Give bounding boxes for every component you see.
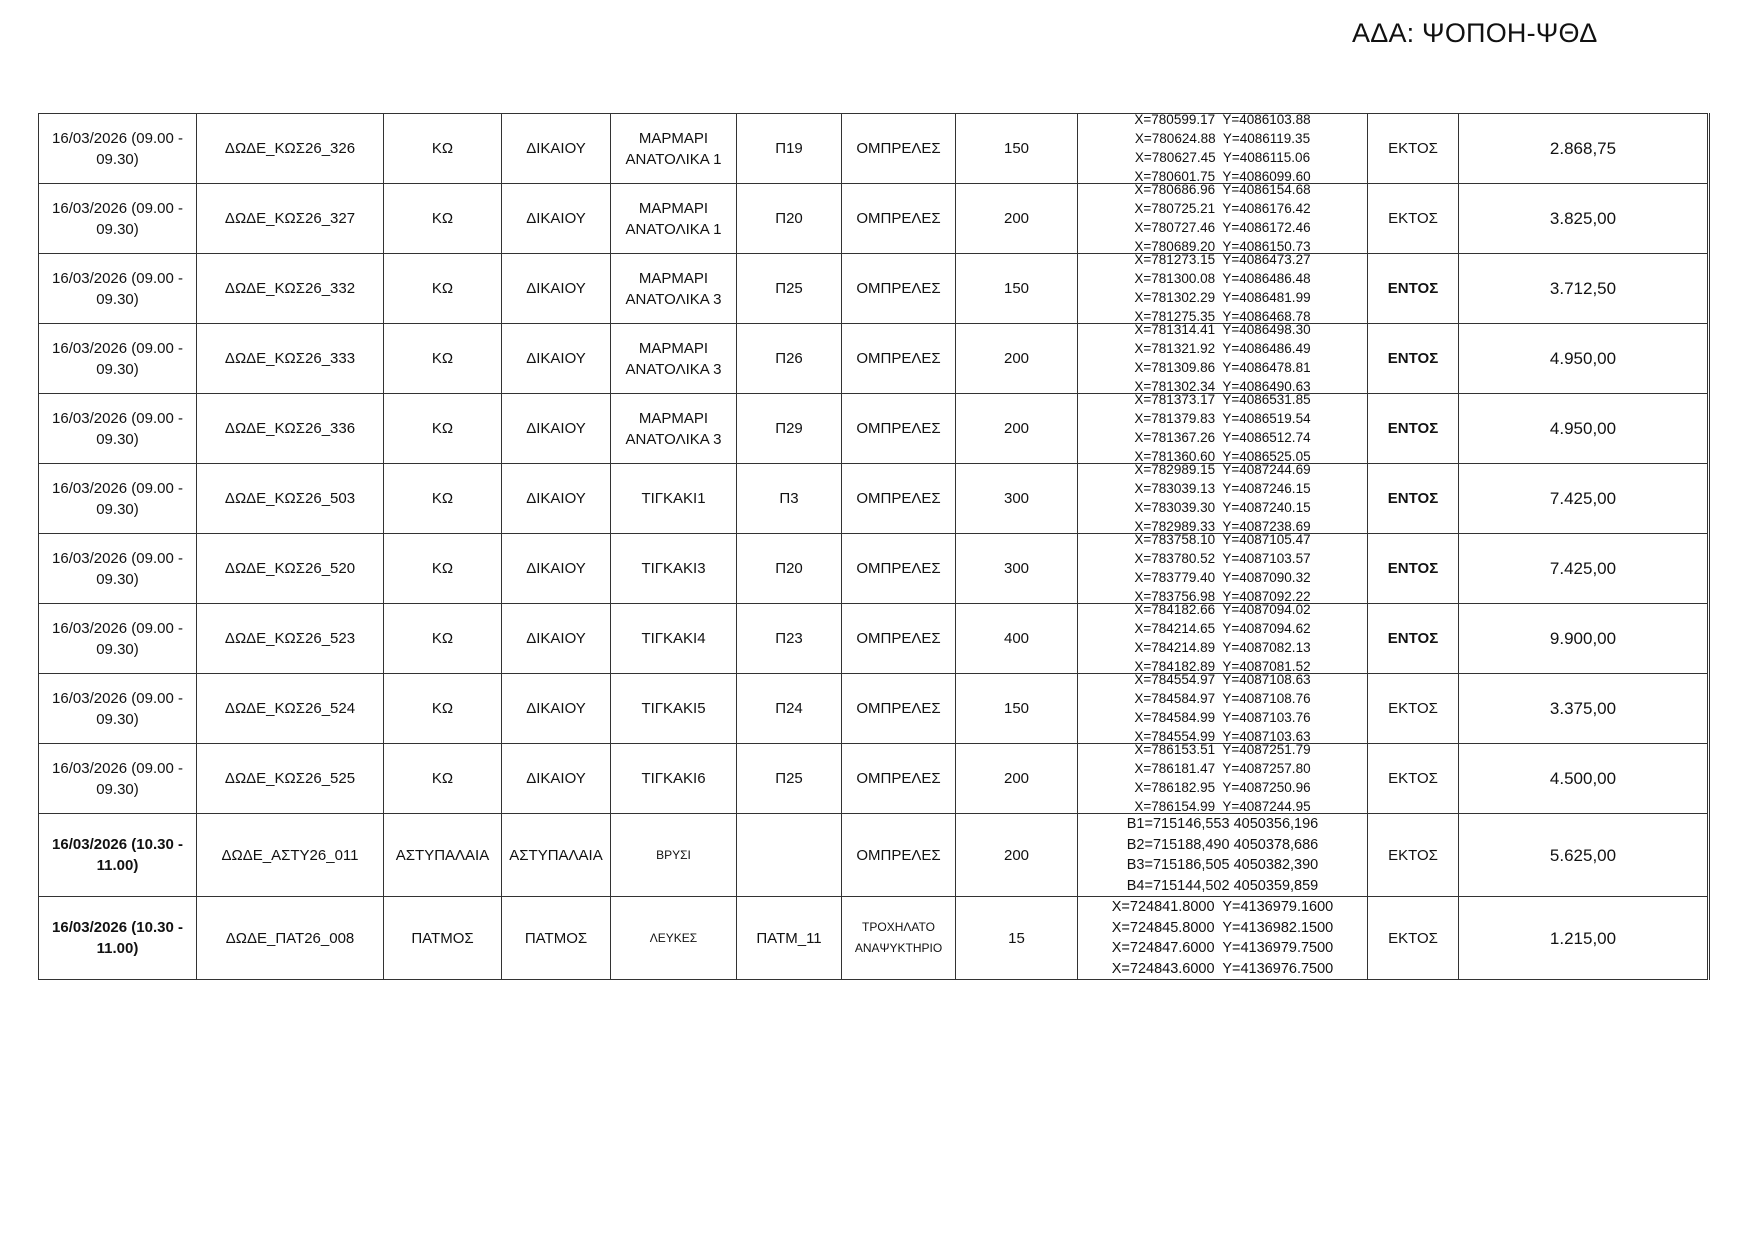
island-cell: ΚΩ bbox=[384, 674, 502, 744]
coordinates-list bbox=[1082, 534, 1363, 603]
table-row bbox=[39, 114, 1709, 184]
island-cell: ΚΩ bbox=[384, 114, 502, 184]
area-cell: 400 bbox=[956, 604, 1078, 674]
coordinate-line: X=784214.89 Y=4087082.13 bbox=[1134, 640, 1311, 655]
coordinates-cell bbox=[1078, 324, 1368, 394]
zone-cell: ΕΚΤΟΣ bbox=[1368, 744, 1459, 814]
coordinate-line: X=780725.21 Y=4086176.42 bbox=[1134, 201, 1311, 216]
coordinate-line: X=784584.99 Y=4087103.76 bbox=[1134, 710, 1311, 725]
area-cell: 300 bbox=[956, 464, 1078, 534]
coordinate-line: X=781302.34 Y=4086490.63 bbox=[1134, 379, 1311, 393]
date-cell: 16/03/2026 (09.00 - 09.30) bbox=[39, 674, 197, 744]
use-cell: ΤΡΟΧΗΛΑΤΟ ΑΝΑΨΥΚΤΗΡΙΟ bbox=[842, 897, 956, 980]
use-cell: ΟΜΠΡΕΛΕΣ bbox=[842, 184, 956, 254]
coordinate-line: X=724843.6000 Y=4136976.7500 bbox=[1111, 960, 1334, 977]
use-cell: ΟΜΠΡΕΛΕΣ bbox=[842, 534, 956, 604]
area-cell: 300 bbox=[956, 534, 1078, 604]
table-row bbox=[39, 744, 1709, 814]
coordinate-line: X=780689.20 Y=4086150.73 bbox=[1134, 239, 1311, 253]
date-cell: 16/03/2026 (09.00 - 09.30) bbox=[39, 114, 197, 184]
location-cell: ΜΑΡΜΑΡΙ ΑΝΑΤΟΛΙΚΑ 1 bbox=[611, 114, 737, 184]
island-cell: ΑΣΤΥΠΑΛΑΙΑ bbox=[384, 814, 502, 897]
use-cell: ΟΜΠΡΕΛΕΣ bbox=[842, 114, 956, 184]
coordinates-cell bbox=[1078, 897, 1368, 980]
coordinate-line: X=781379.83 Y=4086519.54 bbox=[1134, 411, 1311, 426]
coordinate-line: X=724845.8000 Y=4136982.1500 bbox=[1111, 919, 1334, 936]
coordinate-line: X=786154.99 Y=4087244.95 bbox=[1134, 799, 1311, 813]
municipality-cell: ΔΙΚΑΙΟΥ bbox=[502, 114, 611, 184]
coordinate-line: X=780599.17 Y=4086103.88 bbox=[1134, 113, 1311, 127]
location-cell: ΤΙΓΚΑΚΙ5 bbox=[611, 674, 737, 744]
municipality-cell: ΔΙΚΑΙΟΥ bbox=[502, 464, 611, 534]
island-cell: ΚΩ bbox=[384, 744, 502, 814]
table-row bbox=[39, 897, 1709, 980]
coordinate-line: X=783779.40 Y=4087090.32 bbox=[1134, 570, 1311, 585]
use-cell: ΟΜΠΡΕΛΕΣ bbox=[842, 394, 956, 464]
coordinate-line: X=783039.30 Y=4087240.15 bbox=[1134, 500, 1311, 515]
municipality-cell: ΑΣΤΥΠΑΛΑΙΑ bbox=[502, 814, 611, 897]
area-cell: 200 bbox=[956, 184, 1078, 254]
date-cell: 16/03/2026 (09.00 - 09.30) bbox=[39, 184, 197, 254]
coordinates-list bbox=[1082, 464, 1363, 533]
zone-cell: ΕΚΤΟΣ bbox=[1368, 897, 1459, 980]
coordinate-line: X=781302.29 Y=4086481.99 bbox=[1134, 290, 1311, 305]
coordinates-cell bbox=[1078, 464, 1368, 534]
coordinates-cell bbox=[1078, 744, 1368, 814]
area-cell: 200 bbox=[956, 324, 1078, 394]
coordinate-line: X=786181.47 Y=4087257.80 bbox=[1134, 761, 1311, 776]
table-row bbox=[39, 604, 1709, 674]
coordinates-cell bbox=[1078, 814, 1368, 897]
plot-cell: Π25 bbox=[737, 744, 842, 814]
coordinates-list bbox=[1082, 897, 1363, 979]
amount-cell: 7.425,00 bbox=[1459, 464, 1709, 534]
municipality-cell: ΠΑΤΜΟΣ bbox=[502, 897, 611, 980]
date-cell: 16/03/2026 (09.00 - 09.30) bbox=[39, 534, 197, 604]
code-cell: ΔΩΔΕ_ΚΩΣ26_332 bbox=[197, 254, 384, 324]
coordinate-line: X=780627.45 Y=4086115.06 bbox=[1134, 150, 1311, 165]
plot-cell: Π26 bbox=[737, 324, 842, 394]
coordinates-cell bbox=[1078, 394, 1368, 464]
code-cell: ΔΩΔΕ_ΚΩΣ26_326 bbox=[197, 114, 384, 184]
amount-cell: 4.500,00 bbox=[1459, 744, 1709, 814]
code-cell: ΔΩΔΕ_ΚΩΣ26_327 bbox=[197, 184, 384, 254]
island-cell: ΚΩ bbox=[384, 254, 502, 324]
coordinate-line: X=781273.15 Y=4086473.27 bbox=[1134, 253, 1311, 267]
zone-cell: ΕΚΤΟΣ bbox=[1368, 184, 1459, 254]
use-cell: ΟΜΠΡΕΛΕΣ bbox=[842, 814, 956, 897]
island-cell: ΚΩ bbox=[384, 394, 502, 464]
area-cell: 15 bbox=[956, 897, 1078, 980]
coordinate-line: X=781373.17 Y=4086531.85 bbox=[1134, 393, 1311, 407]
amount-cell: 2.868,75 bbox=[1459, 114, 1709, 184]
island-cell: ΚΩ bbox=[384, 534, 502, 604]
coordinate-line: X=781367.26 Y=4086512.74 bbox=[1134, 430, 1311, 445]
coordinates-cell bbox=[1078, 674, 1368, 744]
code-cell: ΔΩΔΕ_ΠΑΤ26_008 bbox=[197, 897, 384, 980]
coordinate-line: X=783780.52 Y=4087103.57 bbox=[1134, 551, 1311, 566]
municipality-cell: ΔΙΚΑΙΟΥ bbox=[502, 324, 611, 394]
date-cell: 16/03/2026 (10.30 - 11.00) bbox=[39, 897, 197, 980]
coordinates-list bbox=[1082, 744, 1363, 813]
date-cell: 16/03/2026 (09.00 - 09.30) bbox=[39, 744, 197, 814]
code-cell: ΔΩΔΕ_ΚΩΣ26_524 bbox=[197, 674, 384, 744]
coordinates-list bbox=[1082, 324, 1363, 393]
code-cell: ΔΩΔΕ_ΚΩΣ26_525 bbox=[197, 744, 384, 814]
table-row bbox=[39, 394, 1709, 464]
date-cell: 16/03/2026 (09.00 - 09.30) bbox=[39, 254, 197, 324]
date-cell: 16/03/2026 (09.00 - 09.30) bbox=[39, 464, 197, 534]
coordinate-line: X=724841.8000 Y=4136979.1600 bbox=[1111, 899, 1334, 915]
area-cell: 200 bbox=[956, 744, 1078, 814]
island-cell: ΠΑΤΜΟΣ bbox=[384, 897, 502, 980]
date-cell: 16/03/2026 (09.00 - 09.30) bbox=[39, 394, 197, 464]
table-row bbox=[39, 534, 1709, 604]
amount-cell: 4.950,00 bbox=[1459, 324, 1709, 394]
coordinate-line: X=784554.97 Y=4087108.63 bbox=[1134, 673, 1311, 687]
coordinates-cell bbox=[1078, 254, 1368, 324]
amount-cell: 3.825,00 bbox=[1459, 184, 1709, 254]
use-cell: ΟΜΠΡΕΛΕΣ bbox=[842, 674, 956, 744]
coordinates-list bbox=[1082, 814, 1363, 896]
coordinate-line: X=786182.95 Y=4087250.96 bbox=[1134, 780, 1311, 795]
use-cell: ΟΜΠΡΕΛΕΣ bbox=[842, 604, 956, 674]
coordinate-line: X=780601.75 Y=4086099.60 bbox=[1134, 169, 1311, 183]
amount-cell: 5.625,00 bbox=[1459, 814, 1709, 897]
island-cell: ΚΩ bbox=[384, 184, 502, 254]
code-cell: ΔΩΔΕ_ΚΩΣ26_336 bbox=[197, 394, 384, 464]
amount-cell: 1.215,00 bbox=[1459, 897, 1709, 980]
code-cell: ΔΩΔΕ_ΚΩΣ26_523 bbox=[197, 604, 384, 674]
use-cell: ΟΜΠΡΕΛΕΣ bbox=[842, 464, 956, 534]
zone-cell: ΕΚΤΟΣ bbox=[1368, 814, 1459, 897]
location-cell: ΜΑΡΜΑΡΙ ΑΝΑΤΟΛΙΚΑ 3 bbox=[611, 394, 737, 464]
coordinate-line: X=781314.41 Y=4086498.30 bbox=[1134, 323, 1311, 337]
table-row bbox=[39, 814, 1709, 897]
table-row bbox=[39, 464, 1709, 534]
coordinate-line: X=786153.51 Y=4087251.79 bbox=[1134, 743, 1311, 757]
table-row bbox=[39, 674, 1709, 744]
zone-cell: ΕΝΤΟΣ bbox=[1368, 254, 1459, 324]
coordinate-line: X=783758.10 Y=4087105.47 bbox=[1134, 533, 1311, 547]
zone-cell: ΕΚΤΟΣ bbox=[1368, 674, 1459, 744]
island-cell: ΚΩ bbox=[384, 464, 502, 534]
plot-cell: Π25 bbox=[737, 254, 842, 324]
code-cell: ΔΩΔΕ_ΚΩΣ26_520 bbox=[197, 534, 384, 604]
coordinate-line: B3=715186,505 4050382,390 bbox=[1126, 857, 1319, 873]
amount-cell: 3.375,00 bbox=[1459, 674, 1709, 744]
amount-cell: 4.950,00 bbox=[1459, 394, 1709, 464]
coordinates-list bbox=[1082, 114, 1363, 183]
code-cell: ΔΩΔΕ_ΚΩΣ26_333 bbox=[197, 324, 384, 394]
coordinates-cell bbox=[1078, 114, 1368, 184]
location-cell: ΤΙΓΚΑΚΙ6 bbox=[611, 744, 737, 814]
coordinate-line: X=780624.88 Y=4086119.35 bbox=[1134, 131, 1311, 146]
zone-cell: ΕΝΤΟΣ bbox=[1368, 604, 1459, 674]
plot-cell bbox=[737, 814, 842, 897]
area-cell: 150 bbox=[956, 254, 1078, 324]
coordinate-line: X=780686.96 Y=4086154.68 bbox=[1134, 183, 1311, 197]
municipality-cell: ΔΙΚΑΙΟΥ bbox=[502, 254, 611, 324]
municipality-cell: ΔΙΚΑΙΟΥ bbox=[502, 534, 611, 604]
coordinate-line: X=781275.35 Y=4086468.78 bbox=[1134, 309, 1311, 323]
coordinates-cell bbox=[1078, 534, 1368, 604]
coordinates-list bbox=[1082, 394, 1363, 463]
coordinates-list bbox=[1082, 184, 1363, 253]
location-cell: ΜΑΡΜΑΡΙ ΑΝΑΤΟΛΙΚΑ 3 bbox=[611, 324, 737, 394]
date-cell: 16/03/2026 (09.00 - 09.30) bbox=[39, 324, 197, 394]
area-cell: 150 bbox=[956, 674, 1078, 744]
plot-cell: Π23 bbox=[737, 604, 842, 674]
coordinate-line: B4=715144,502 4050359,859 bbox=[1126, 877, 1319, 894]
municipality-cell: ΔΙΚΑΙΟΥ bbox=[502, 604, 611, 674]
coordinate-line: X=784182.66 Y=4087094.02 bbox=[1134, 603, 1311, 617]
municipality-cell: ΔΙΚΑΙΟΥ bbox=[502, 744, 611, 814]
code-cell: ΔΩΔΕ_ΑΣΤΥ26_011 bbox=[197, 814, 384, 897]
coordinate-line: X=781360.60 Y=4086525.05 bbox=[1134, 449, 1311, 463]
coordinate-line: B2=715188,490 4050378,686 bbox=[1126, 836, 1319, 853]
date-cell: 16/03/2026 (09.00 - 09.30) bbox=[39, 604, 197, 674]
municipality-cell: ΔΙΚΑΙΟΥ bbox=[502, 674, 611, 744]
coordinates-list bbox=[1082, 604, 1363, 673]
zone-cell: ΕΝΤΟΣ bbox=[1368, 464, 1459, 534]
table-row bbox=[39, 184, 1709, 254]
coordinate-line: X=784182.89 Y=4087081.52 bbox=[1134, 659, 1311, 673]
amount-cell: 7.425,00 bbox=[1459, 534, 1709, 604]
plot-cell: ΠΑΤΜ_11 bbox=[737, 897, 842, 980]
use-cell: ΟΜΠΡΕΛΕΣ bbox=[842, 744, 956, 814]
coordinate-line: X=724847.6000 Y=4136979.7500 bbox=[1111, 940, 1334, 956]
plot-cell: Π24 bbox=[737, 674, 842, 744]
island-cell: ΚΩ bbox=[384, 324, 502, 394]
amount-cell: 3.712,50 bbox=[1459, 254, 1709, 324]
table-row bbox=[39, 254, 1709, 324]
amount-cell: 9.900,00 bbox=[1459, 604, 1709, 674]
location-cell: ΤΙΓΚΑΚΙ3 bbox=[611, 534, 737, 604]
plot-cell: Π3 bbox=[737, 464, 842, 534]
use-cell: ΟΜΠΡΕΛΕΣ bbox=[842, 254, 956, 324]
area-cell: 150 bbox=[956, 114, 1078, 184]
coordinates-list bbox=[1082, 254, 1363, 323]
municipality-cell: ΔΙΚΑΙΟΥ bbox=[502, 184, 611, 254]
zone-cell: ΕΚΤΟΣ bbox=[1368, 114, 1459, 184]
coordinate-line: X=782989.15 Y=4087244.69 bbox=[1134, 463, 1311, 477]
plot-cell: Π20 bbox=[737, 534, 842, 604]
coordinate-line: X=784584.97 Y=4087108.76 bbox=[1134, 691, 1311, 706]
code-cell: ΔΩΔΕ_ΚΩΣ26_503 bbox=[197, 464, 384, 534]
coordinates-cell bbox=[1078, 184, 1368, 254]
area-cell: 200 bbox=[956, 814, 1078, 897]
plot-cell: Π20 bbox=[737, 184, 842, 254]
location-cell: ΤΙΓΚΑΚΙ4 bbox=[611, 604, 737, 674]
plot-cell: Π29 bbox=[737, 394, 842, 464]
location-cell: ΤΙΓΚΑΚΙ1 bbox=[611, 464, 737, 534]
coordinate-line: X=783756.98 Y=4087092.22 bbox=[1134, 589, 1311, 603]
island-cell: ΚΩ bbox=[384, 604, 502, 674]
location-cell: ΛΕΥΚΕΣ bbox=[611, 897, 737, 980]
coordinate-line: X=781309.86 Y=4086478.81 bbox=[1134, 360, 1311, 375]
location-cell: ΜΑΡΜΑΡΙ ΑΝΑΤΟΛΙΚΑ 3 bbox=[611, 254, 737, 324]
coordinate-line: X=784214.65 Y=4087094.62 bbox=[1134, 621, 1311, 636]
use-cell: ΟΜΠΡΕΛΕΣ bbox=[842, 324, 956, 394]
zone-cell: ΕΝΤΟΣ bbox=[1368, 324, 1459, 394]
coordinate-line: X=780727.46 Y=4086172.46 bbox=[1134, 220, 1311, 235]
coordinate-line: X=781300.08 Y=4086486.48 bbox=[1134, 271, 1311, 286]
coordinate-line: X=782989.33 Y=4087238.69 bbox=[1134, 519, 1311, 533]
date-cell: 16/03/2026 (10.30 - 11.00) bbox=[39, 814, 197, 897]
plot-cell: Π19 bbox=[737, 114, 842, 184]
table-body bbox=[39, 114, 1709, 980]
municipality-cell: ΔΙΚΑΙΟΥ bbox=[502, 394, 611, 464]
coordinate-line: X=783039.13 Y=4087246.15 bbox=[1134, 481, 1311, 496]
coordinate-line: X=781321.92 Y=4086486.49 bbox=[1134, 341, 1311, 356]
lease-table bbox=[38, 113, 1710, 980]
zone-cell: ΕΝΤΟΣ bbox=[1368, 534, 1459, 604]
zone-cell: ΕΝΤΟΣ bbox=[1368, 394, 1459, 464]
coordinates-list bbox=[1082, 674, 1363, 743]
coordinates-cell bbox=[1078, 604, 1368, 674]
area-cell: 200 bbox=[956, 394, 1078, 464]
location-cell: ΒΡΥΣΙ bbox=[611, 814, 737, 897]
coordinate-line: X=784554.99 Y=4087103.63 bbox=[1134, 729, 1311, 743]
location-cell: ΜΑΡΜΑΡΙ ΑΝΑΤΟΛΙΚΑ 1 bbox=[611, 184, 737, 254]
ada-code: ΑΔΑ: ΨΟΠΟΗ-ΨΘΔ bbox=[1352, 18, 1598, 48]
coordinate-line: B1=715146,553 4050356,196 bbox=[1126, 816, 1319, 832]
table-row bbox=[39, 324, 1709, 394]
